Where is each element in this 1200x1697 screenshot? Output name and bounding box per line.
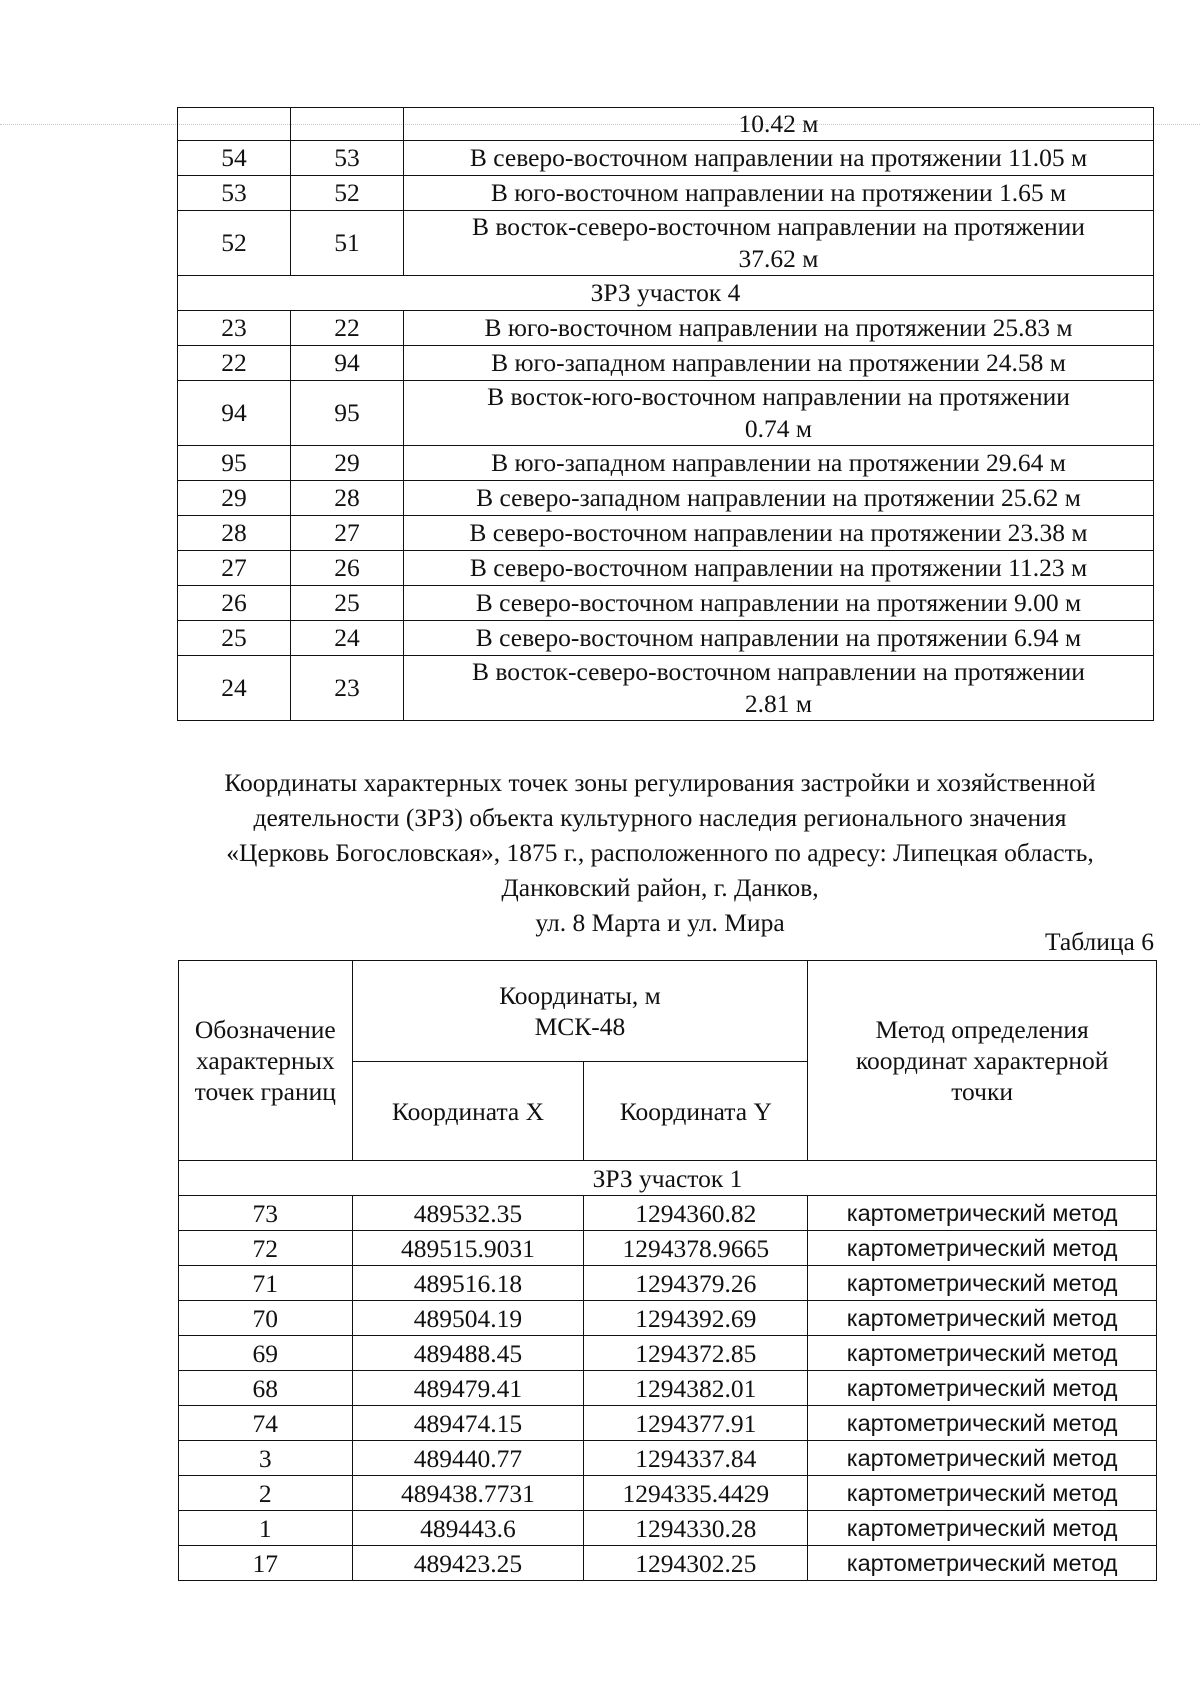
to-point: 94: [291, 346, 404, 381]
row-description: В северо-восточном направлении на протяжении 6.94 м: [404, 621, 1154, 656]
coord-x: 489488.45: [352, 1336, 584, 1371]
coord-y: 1294377.91: [584, 1406, 808, 1441]
method: картометрический метод: [808, 1266, 1157, 1301]
desc-line-1: В восток-северо-восточном направлении на протяжении: [472, 657, 1085, 686]
point-id: 72: [179, 1231, 353, 1266]
header-text: Обозначение: [194, 1015, 336, 1044]
table-row: [179, 1406, 1157, 1441]
from-point: 53: [178, 176, 291, 211]
to-point: 27: [291, 516, 404, 551]
header-point-designation: [179, 961, 353, 1161]
row-description: В северо-западном направлении на протяжении 25.62 м: [404, 481, 1154, 516]
desc-line-1: В восток-северо-восточном направлении на протяжении: [472, 212, 1085, 241]
caption-line: «Церковь Богословская», 1875 г., расположенного по адресу: Липецкая область,: [226, 838, 1094, 867]
table-row: [179, 1266, 1157, 1301]
coord-x: 489440.77: [352, 1441, 584, 1476]
table-row: [179, 1371, 1157, 1406]
from-point: 94: [178, 381, 291, 446]
table-row: [179, 1231, 1157, 1266]
table-row: [178, 551, 1154, 586]
to-point: 52: [291, 176, 404, 211]
point-id: 2: [179, 1476, 353, 1511]
header-text: МСК-48: [534, 1012, 626, 1041]
table-row: [178, 656, 1154, 721]
point-id: 69: [179, 1336, 353, 1371]
table-row: [178, 108, 1154, 141]
to-point: 25: [291, 586, 404, 621]
row-description: В северо-восточном направлении на протяжении 11.23 м: [404, 551, 1154, 586]
header-text: точки: [951, 1077, 1014, 1106]
header-text: Координаты, м: [499, 981, 661, 1010]
to-point: 23: [291, 656, 404, 721]
header-coordinate-y: Координата Y: [584, 1062, 808, 1161]
point-id: 17: [179, 1546, 353, 1581]
from-point: 26: [178, 586, 291, 621]
to-point: 26: [291, 551, 404, 586]
section-row: [179, 1161, 1157, 1196]
coord-x: 489423.25: [352, 1546, 584, 1581]
row-description: В северо-восточном направлении на протяжении 9.00 м: [404, 586, 1154, 621]
coordinates-table: [178, 960, 1157, 1581]
method: картометрический метод: [808, 1301, 1157, 1336]
coord-x: 489532.35: [352, 1196, 584, 1231]
caption-line: ул. 8 Марта и ул. Мира: [535, 908, 785, 937]
from-point: 23: [178, 311, 291, 346]
from-point: 22: [178, 346, 291, 381]
method: картометрический метод: [808, 1196, 1157, 1231]
row-description: В юго-восточном направлении на протяжении 1.65 м: [404, 176, 1154, 211]
method: картометрический метод: [808, 1546, 1157, 1581]
coord-x: 489504.19: [352, 1301, 584, 1336]
from-point: 52: [178, 211, 291, 276]
from-point: 54: [178, 141, 291, 176]
section-title: ЗРЗ участок 1: [179, 1161, 1157, 1196]
coord-x: 489479.41: [352, 1371, 584, 1406]
desc-line-1: В восток-юго-восточном направлении на протяжении: [487, 382, 1070, 411]
point-id: 71: [179, 1266, 353, 1301]
point-id: 73: [179, 1196, 353, 1231]
table-row: [178, 516, 1154, 551]
caption-line: Данковский район, г. Данков,: [501, 873, 819, 902]
table-row: [178, 141, 1154, 176]
method: картометрический метод: [808, 1441, 1157, 1476]
row-description: 10.42 м: [404, 108, 1154, 141]
coord-y: 1294337.84: [584, 1441, 808, 1476]
table-row: [179, 1546, 1157, 1581]
coord-y: 1294302.25: [584, 1546, 808, 1581]
coord-x: 489443.6: [352, 1511, 584, 1546]
method: картометрический метод: [808, 1371, 1157, 1406]
point-id: 3: [179, 1441, 353, 1476]
point-id: 70: [179, 1301, 353, 1336]
row-description: В северо-восточном направлении на протяжении 23.38 м: [404, 516, 1154, 551]
coord-y: 1294372.85: [584, 1336, 808, 1371]
table-row: [178, 621, 1154, 656]
coord-x: 489438.7731: [352, 1476, 584, 1511]
table-row: [179, 1441, 1157, 1476]
to-point: 51: [291, 211, 404, 276]
to-point: 28: [291, 481, 404, 516]
table-row: [178, 446, 1154, 481]
section-title: ЗРЗ участок 4: [178, 276, 1154, 311]
point-id: 1: [179, 1511, 353, 1546]
method: картометрический метод: [808, 1476, 1157, 1511]
coord-y: 1294382.01: [584, 1371, 808, 1406]
table-row: [179, 1301, 1157, 1336]
desc-line-2: 0.74 м: [744, 414, 813, 443]
row-description: [404, 381, 1154, 446]
method: картометрический метод: [808, 1231, 1157, 1266]
point-id: 68: [179, 1371, 353, 1406]
header-text: координат характерной: [855, 1046, 1109, 1075]
coord-y: 1294378.9665: [584, 1231, 808, 1266]
method: картометрический метод: [808, 1406, 1157, 1441]
header-coordinates: [352, 961, 808, 1062]
from-point: 24: [178, 656, 291, 721]
to-point: 95: [291, 381, 404, 446]
from-point: 25: [178, 621, 291, 656]
table-row: [178, 211, 1154, 276]
table-row: [178, 381, 1154, 446]
coord-x: 489516.18: [352, 1266, 584, 1301]
table-row: [178, 176, 1154, 211]
method: картометрический метод: [808, 1511, 1157, 1546]
row-description: В юго-западном направлении на протяжении 24.58 м: [404, 346, 1154, 381]
row-description: [404, 211, 1154, 276]
table-number: Таблица 6: [1044, 927, 1154, 956]
table-row: [178, 346, 1154, 381]
row-description: В северо-восточном направлении на протяжении 11.05 м: [404, 141, 1154, 176]
to-point: 53: [291, 141, 404, 176]
to-point: 29: [291, 446, 404, 481]
caption-line: Координаты характерных точек зоны регулирования застройки и хозяйственной: [224, 768, 1096, 797]
coord-y: 1294335.4429: [584, 1476, 808, 1511]
desc-line-2: 2.81 м: [744, 689, 813, 718]
table-row: [179, 1476, 1157, 1511]
from-point: 29: [178, 481, 291, 516]
boundary-description-table: [177, 107, 1154, 721]
to-point: 22: [291, 311, 404, 346]
from-point: 28: [178, 516, 291, 551]
table-row: [178, 481, 1154, 516]
table-row: [179, 1196, 1157, 1231]
table-row: [179, 1336, 1157, 1371]
point-id: 74: [179, 1406, 353, 1441]
table-row: [178, 311, 1154, 346]
caption-line: деятельности (ЗРЗ) объекта культурного наследия регионального значения: [253, 803, 1067, 832]
header-text: Метод определения: [875, 1015, 1089, 1044]
coord-y: 1294379.26: [584, 1266, 808, 1301]
row-description: В юго-западном направлении на протяжении 29.64 м: [404, 446, 1154, 481]
header-text: точек границ: [194, 1077, 336, 1106]
header-text: характерных: [195, 1046, 335, 1075]
header-method: [808, 961, 1157, 1161]
table-caption: [160, 765, 1160, 940]
from-point: 95: [178, 446, 291, 481]
header-coordinate-x: Координата X: [352, 1062, 584, 1161]
method: картометрический метод: [808, 1336, 1157, 1371]
to-point: 24: [291, 621, 404, 656]
from-point: 27: [178, 551, 291, 586]
section-row: [178, 276, 1154, 311]
coord-y: 1294392.69: [584, 1301, 808, 1336]
coord-y: 1294360.82: [584, 1196, 808, 1231]
row-description: В юго-восточном направлении на протяжении 25.83 м: [404, 311, 1154, 346]
row-description: [404, 656, 1154, 721]
desc-line-2: 37.62 м: [738, 244, 819, 273]
table-row: [179, 1511, 1157, 1546]
coord-y: 1294330.28: [584, 1511, 808, 1546]
coord-x: 489474.15: [352, 1406, 584, 1441]
coord-x: 489515.9031: [352, 1231, 584, 1266]
table-row: [178, 586, 1154, 621]
